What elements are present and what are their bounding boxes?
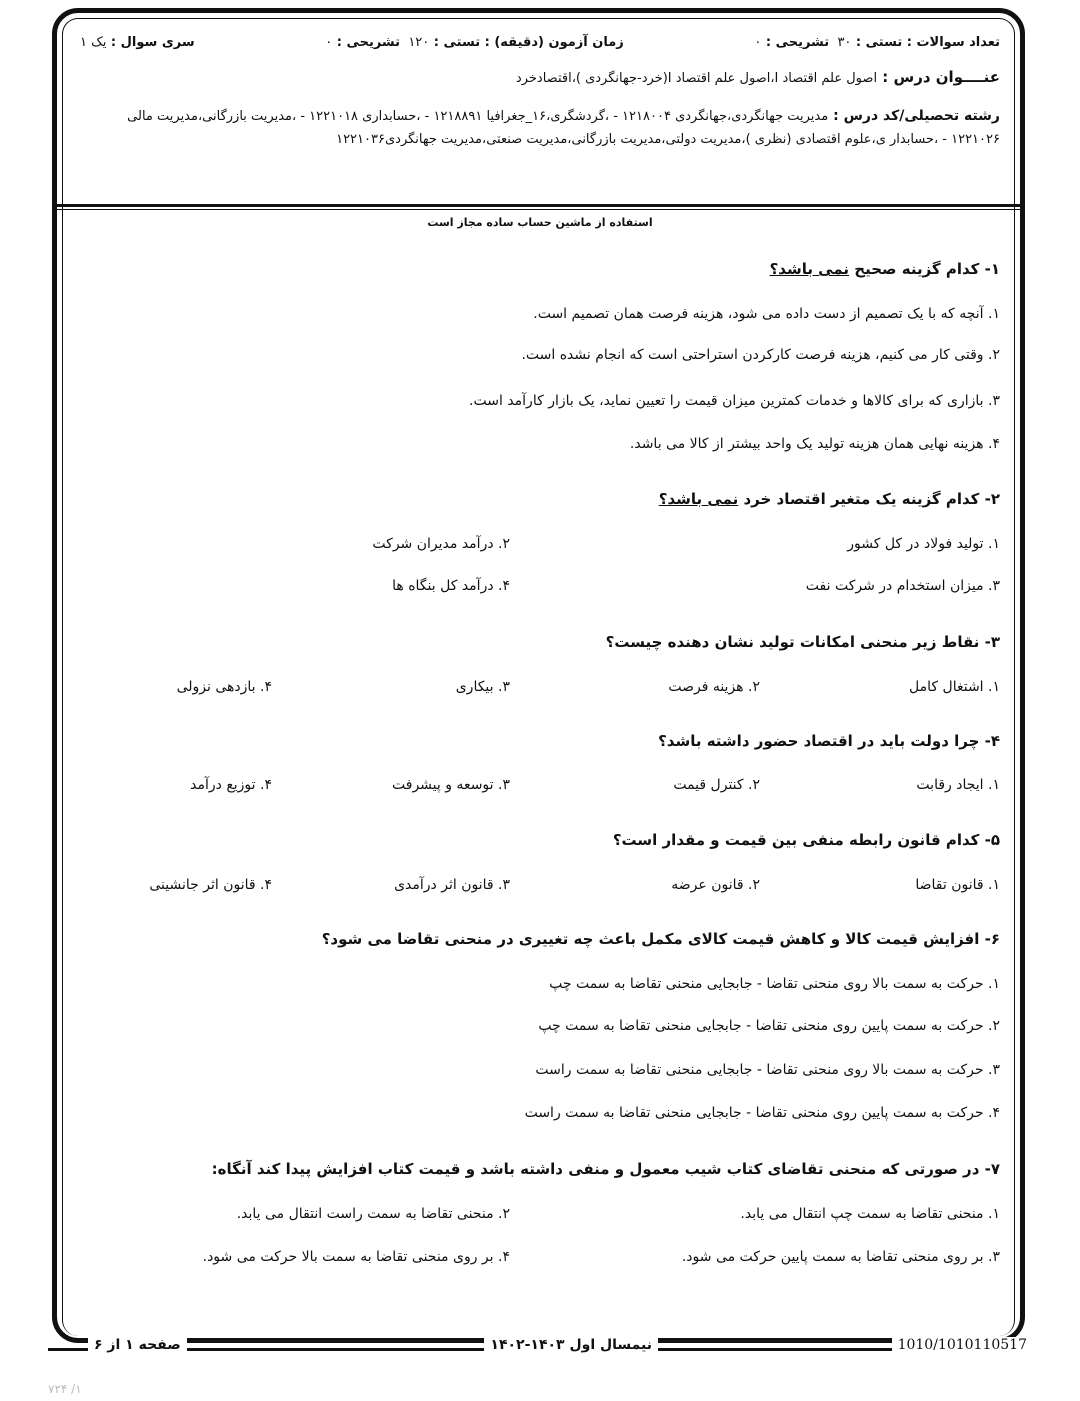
course-title: عنــــوان درس : اصول علم اقتصاد I،اصول علم اقتصاد I(خرد-جهانگردی )،اقتصادخرد — [515, 68, 1000, 86]
question-3-option-2[interactable]: ۲. هزینه فرصت — [668, 679, 760, 695]
header-row-1 — [80, 32, 1000, 54]
exam-code: 1010/1010110517 — [892, 1337, 1033, 1353]
header-divider — [57, 204, 1020, 207]
question-2-option-2[interactable]: ۲. درآمد مدیران شرکت — [372, 536, 510, 552]
question-5-option-4[interactable]: ۴. قانون اثر جانشینی — [149, 877, 272, 893]
question-2-title: ۲- کدام گزینه یک متغیر اقتصاد خرد نمی باشد؟ — [658, 490, 1000, 508]
question-1-option-4[interactable]: ۴. هزینه نهایی همان هزینه تولید یک واحد بیشتر از کالا می باشد. — [629, 436, 1000, 452]
question-3-option-3[interactable]: ۳. بیکاری — [455, 679, 510, 695]
question-6-title: ۶- افزایش قیمت کالا و کاهش قیمت کالای مکمل باعث چه تغییری در منحنی تقاضا می شود؟ — [321, 930, 1000, 948]
calculator-note: استفاده از ماشین حساب ساده مجاز است — [427, 216, 653, 229]
question-3-option-1[interactable]: ۱. اشتغال کامل — [909, 679, 1000, 695]
question-count: تعداد سوالات : تستی : ۳۰ تشریحی : ۰ — [754, 35, 1000, 50]
page-footer — [48, 1337, 1033, 1361]
question-6-option-2[interactable]: ۲. حرکت به سمت پایین روی منحنی تقاضا - جابجایی منحنی تقاضا به سمت چپ — [538, 1018, 1000, 1034]
question-4-option-4[interactable]: ۴. توزیع درآمد — [190, 777, 272, 793]
question-1-option-1[interactable]: ۱. آنچه که با یک تصمیم از دست داده می شود، هزینه فرصت همان تصمیم است. — [533, 306, 1000, 322]
semester: نیمسال اول ۱۴۰۳-۱۴۰۲ — [484, 1337, 658, 1353]
question-5-option-2[interactable]: ۲. قانون عرضه — [671, 877, 760, 893]
question-1-option-2[interactable]: ۲. وقتی کار می کنیم، هزینه فرصت کارکردن استراحتی است که انجام نشده است. — [521, 347, 1000, 363]
question-7-option-3[interactable]: ۳. بر روی منحنی تقاضا به سمت پایین حرکت می شود. — [681, 1249, 1000, 1265]
page-number: صفحه ۱ از ۶ — [88, 1337, 187, 1353]
question-4-option-3[interactable]: ۳. توسعه و پیشرفت — [392, 777, 510, 793]
question-1-option-3[interactable]: ۳. بازاری که برای کالاها و خدمات کمترین میزان قیمت را تعیین نماید، یک بازار کارآمد است. — [469, 393, 1000, 409]
question-5-option-1[interactable]: ۱. قانون تقاضا — [915, 877, 1000, 893]
question-7-option-2[interactable]: ۲. منحنی تقاضا به سمت راست انتقال می یابد. — [236, 1206, 510, 1222]
question-7-option-1[interactable]: ۱. منحنی تقاضا به سمت چپ انتقال می یابد. — [740, 1206, 1000, 1222]
question-6-option-4[interactable]: ۴. حرکت به سمت پایین روی منحنی تقاضا - جابجایی منحنی تقاضا به سمت راست — [524, 1105, 1000, 1121]
question-2-option-3[interactable]: ۳. میزان استخدام در شرکت نفت — [805, 578, 1000, 594]
question-6-option-1[interactable]: ۱. حرکت به سمت بالا روی منحنی تقاضا - جابجایی منحنی تقاضا به سمت چپ — [549, 976, 1000, 992]
question-2-option-4[interactable]: ۴. درآمد کل بنگاه ها — [392, 578, 510, 594]
question-4-option-2[interactable]: ۲. کنترل قیمت — [673, 777, 760, 793]
question-4-option-1[interactable]: ۱. ایجاد رقابت — [916, 777, 1000, 793]
question-1-title: ۱- کدام گزینه صحیح نمی باشد؟ — [769, 260, 1000, 278]
question-3-option-4[interactable]: ۴. بازدهی نزولی — [176, 679, 272, 695]
question-series: سری سوال : یک ۱ — [80, 35, 195, 50]
question-6-option-3[interactable]: ۳. حرکت به سمت بالا روی منحنی تقاضا - جابجایی منحنی تقاضا به سمت راست — [535, 1062, 1000, 1078]
question-5-option-3[interactable]: ۳. قانون اثر درآمدی — [394, 877, 510, 893]
question-2-option-1[interactable]: ۱. تولید فولاد در کل کشور — [847, 536, 1000, 552]
question-4-title: ۴- چرا دولت باید در اقتصاد حضور داشته باشد؟ — [658, 732, 1000, 750]
faint-mark: ۷۲۴ /۱ — [48, 1382, 82, 1396]
question-5-title: ۵- کدام قانون رابطه منفی بین قیمت و مقدار است؟ — [612, 831, 1000, 849]
exam-time: زمان آزمون (دقیقه) : تستی : ۱۲۰ تشریحی : ۰ — [325, 35, 624, 50]
question-7-option-4[interactable]: ۴. بر روی منحنی تقاضا به سمت بالا حرکت می شود. — [202, 1249, 510, 1265]
field-code: رشته تحصیلی/کد درس : مدیریت جهانگردی،جهانگردی ۱۲۱۸۰۰۴ - ،گردشگری،۱۶_جغرافیا ۱۲۱۸۸۹۱ - ،حسابداری ۱۲۲۱۰۱۸ - ،مدیریت بازرگانی،مدیریت مالی ۱۲۲۱۰۲۶ - ،حسابدار ی،علوم اقتصادی (نظری )،مدیریت دولتی،مدیریت بازرگانی،مدیریت صنعتی،مدیریت جهانگردی۱۲۲۱۰۳۶ — [127, 108, 1000, 147]
question-7-title: ۷- در صورتی که منحنی تقاضای کتاب شیب معمول و منفی داشته باشد و قیمت کتاب افزایش پیدا کند آنگاه: — [211, 1160, 1000, 1178]
header-divider-thin — [57, 209, 1020, 210]
question-3-title: ۳- نقاط زیر منحنی امکانات تولید نشان دهنده چیست؟ — [605, 633, 1000, 651]
